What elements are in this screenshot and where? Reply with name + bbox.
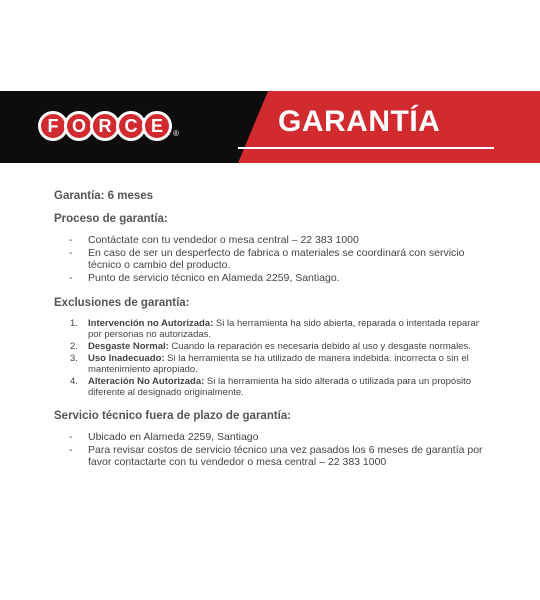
exclusion-text: Si la herramienta ha sido abierta, reparada o intentada reparar por personas no autorizadas.	[88, 318, 479, 340]
title-underline	[238, 147, 494, 149]
service-heading: Servicio técnico fuera de plazo de garantía:	[54, 410, 292, 422]
logo-letter-o: O	[64, 111, 94, 141]
list-item	[54, 234, 494, 246]
list-number: 2.	[70, 341, 78, 352]
force-logo	[38, 106, 179, 146]
list-item	[54, 341, 494, 352]
exclusion-text: Si la herramienta ha sido alterada o utilizada para un propósito diferente al designado originalmente.	[88, 376, 471, 398]
list-item	[54, 431, 494, 443]
list-item-text: En caso de ser un desperfecto de fabrica o materiales se coordinará con servicio técnico o cambio del producto.	[88, 247, 465, 271]
logo-letter-e: E	[142, 111, 172, 141]
dash-bullet: -	[69, 444, 73, 456]
logo-letter-f: F	[38, 111, 68, 141]
exclusions-heading: Exclusiones de garantía:	[54, 297, 190, 309]
exclusion-term: Alteración No Autorizada:	[88, 376, 205, 387]
list-item	[54, 318, 494, 340]
warranty-period-heading: Garantía: 6 meses	[54, 190, 154, 202]
process-heading: Proceso de garantía:	[54, 213, 168, 225]
list-item	[54, 247, 494, 271]
exclusion-text: Cuando la reparación es necesaria debido al uso y desgaste normales.	[168, 341, 471, 352]
exclusions-list	[54, 318, 494, 398]
list-item	[54, 272, 494, 284]
list-item-text: Para revisar costos de servicio técnico una vez pasados los 6 meses de garantía por favor contactarte con tu vendedor o mesa central – 22 383 1000	[88, 444, 483, 468]
dash-bullet: -	[69, 234, 73, 246]
header-banner	[0, 91, 540, 163]
list-item-text: Contáctate con tu vendedor o mesa central – 22 383 1000	[88, 234, 359, 246]
page-title: GARANTÍA	[278, 105, 441, 138]
list-item-text: Ubicado en Alameda 2259, Santiago	[88, 431, 259, 443]
process-list	[54, 234, 494, 284]
exclusion-term: Intervención no Autorizada:	[88, 318, 214, 329]
list-item	[54, 444, 494, 468]
registered-mark: ®	[173, 128, 179, 138]
exclusion-term: Uso Inadecuado:	[88, 353, 165, 364]
exclusion-text: Si la herramienta se ha utilizado de manera indebida. incorrecta o sin el mantenimiento apropiado.	[88, 353, 469, 375]
logo-letter-r: R	[90, 111, 120, 141]
list-number: 4.	[70, 376, 78, 387]
warranty-content	[54, 190, 494, 469]
exclusion-term: Desgaste Normal:	[88, 341, 169, 352]
list-item	[54, 353, 494, 375]
logo-letter-c: C	[116, 111, 146, 141]
list-number: 3.	[70, 353, 78, 364]
list-item	[54, 376, 494, 398]
list-number: 1.	[70, 318, 78, 329]
dash-bullet: -	[69, 247, 73, 259]
dash-bullet: -	[69, 272, 73, 284]
service-list	[54, 431, 494, 468]
dash-bullet: -	[69, 431, 73, 443]
list-item-text: Punto de servicio técnico en Alameda 2259, Santiago.	[88, 272, 340, 284]
